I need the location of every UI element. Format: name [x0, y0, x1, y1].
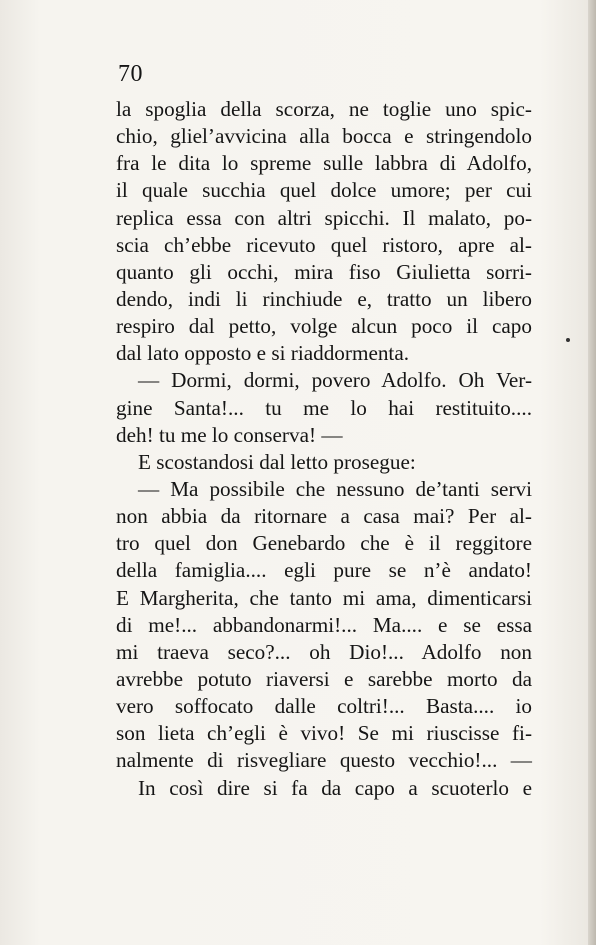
text-line: tro quel don Genebardo che è il reggitore	[116, 531, 532, 556]
text-line: gine Santa!... tu me lo hai restituito....	[116, 395, 532, 420]
text-line: dendo, indi li rinchiude e, tratto un libero	[116, 286, 532, 311]
text-line: scia ch’ebbe ricevuto quel ristoro, apre al-	[116, 232, 532, 257]
text-line: la spoglia della scorza, ne toglie uno spic-	[116, 97, 532, 121]
text-line: della famiglia.... egli pure se n’è andato!	[116, 558, 532, 583]
text-line: E scostandosi dal letto prosegue:	[138, 449, 416, 474]
text-line: In così dire si fa da capo a scuoterlo e	[138, 775, 532, 800]
text-line: avrebbe potuto riaversi e sarebbe morto da	[116, 666, 532, 691]
text-line: non abbia da ritornare a casa mai? Per al-	[116, 504, 532, 529]
body-text	[116, 96, 532, 802]
text-line: son lieta ch’egli è vivo! Se mi riuscisse fi-	[116, 721, 532, 746]
text-line: fra le dita lo spreme sulle labbra di Adolfo,	[116, 151, 532, 176]
text-line: vero soffocato dalle coltri!... Basta.... io	[116, 694, 532, 719]
text-line: respiro dal petto, volge alcun poco il capo	[116, 314, 532, 339]
page-number: 70	[118, 61, 143, 87]
text-line: replica essa con altri spicchi. Il malato, po-	[116, 205, 532, 230]
ink-speck	[566, 338, 570, 342]
text-line: deh! tu me lo conserva! —	[116, 422, 343, 447]
text-line: quanto gli occhi, mira fiso Giulietta sorri-	[116, 259, 532, 284]
text-line: mi traeva seco?... oh Dio!... Adolfo non	[116, 639, 532, 664]
text-line: — Ma possibile che nessuno de’tanti servi	[138, 476, 532, 501]
text-line: E Margherita, che tanto mi ama, dimenticarsi	[116, 585, 532, 610]
text-line: — Dormi, dormi, povero Adolfo. Oh Ver-	[138, 368, 532, 393]
text-line: chio, gliel’avvicina alla bocca e stringendolo	[116, 124, 532, 149]
text-line: di me!... abbandonarmi!... Ma.... e se essa	[116, 612, 532, 637]
text-line: nalmente di risvegliare questo vecchio!... —	[116, 748, 532, 773]
text-line: dal lato opposto e si riaddormenta.	[116, 341, 410, 366]
text-line: il quale succhia quel dolce umore; per cui	[116, 178, 532, 203]
page-edge-shadow	[588, 0, 596, 945]
